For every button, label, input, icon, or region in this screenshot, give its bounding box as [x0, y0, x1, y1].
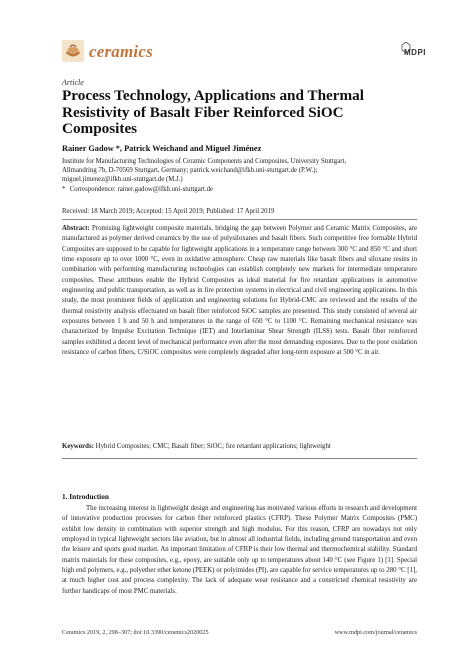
affiliation-line: Allmandring 7b, D-70569 Stuttgart, Germany; patrick.weichand@ifkb.uni-stuttgart.de (P.W.); — [62, 167, 318, 175]
abstract-text: Promising lightweight composite materials, bridging the gap between Polymer and Ceramic Matrix Composites, are manufactured as polymer derived ceramics by the use of polysiloxanes and basalt fibers. Such competitive free formable Hybrid Composites are supposed to be capable for lightweight applications in a temperature range between 300 °C and 850 °C and short time exposure up to over 1000 °C, even in oxidative atmosphere. Cheap raw materials like basalt fibers and siloxane resins in combination with performing manufacturing technologies can establish completely new markets for intermediate temperature composites. These attributes enable the Hybrid Composites as ideal material for fire retardant applications in automotive engineering and public transportation, as well as in fire protection systems in electrical and civil engineering applications. In this study, the most prominent fields of application and engineering solutions for Hybrid-CMC are reviewed and the results of the thermal resistivity analysis effectuated on basalt fiber reinforced SiOC samples are presented. This study consisted of several air exposures between 1 h and 50 h and temperatures in the range of 650 °C to 1100 °C. Remaining mechanical resistance was characterized by Impulse Excitation Technique (IET) and Interlaminar Shear Strength (ILSS) tests. Basalt fiber reinforced samples exhibited a decent level of mechanical performance even after the most demanding exposures. Due to the poor oxidation resistance of carbon fibers, C/SiOC composites were completely degraded after long-term exposure at 500 °C in air. — [62, 225, 417, 357]
abstract — [62, 224, 417, 358]
keywords — [62, 443, 417, 450]
journal-name: ceramics — [89, 42, 153, 61]
keywords-text: Hybrid Composites; CMC; Basalt fiber; SiOC; fire retardant applications; lightweight — [95, 443, 331, 450]
affiliation-block — [62, 157, 417, 194]
publisher-name: MDPI — [404, 48, 426, 57]
correspondence-email[interactable]: Correspondence: rainer.gadow@ifkb.uni-stuttgart.de — [69, 185, 213, 193]
divider — [62, 219, 417, 220]
affiliation-line: miguel.jimenez@ifkb.uni-stuttgart.de (M.J.) — [62, 176, 183, 184]
article-type: Article — [62, 78, 84, 87]
correspondence-marker: * — [62, 185, 66, 193]
publication-dates: Received: 18 March 2019; Accepted: 15 April 2019; Published: 17 April 2019 — [62, 208, 275, 215]
divider — [62, 458, 417, 459]
paper-title: Process Technology, Applications and Thermal Resistivity of Basalt Fiber Reinforced SiOC Composites — [62, 87, 364, 137]
journal-logo-icon — [62, 40, 84, 62]
abstract-label: Abstract: — [62, 225, 90, 232]
journal-header — [62, 36, 426, 66]
affiliation-line: Institute for Manufacturing Technologies of Ceramic Components and Composites, University Stuttgart, — [62, 158, 347, 165]
journal-url[interactable]: www.mdpi.com/journal/ceramics — [334, 629, 417, 636]
citation: Ceramics 2019, 2, 298–307; doi:10.3390/ceramics2020025 — [62, 629, 209, 636]
introduction-text: The increasing interest in lightweight design and engineering has motivated various efforts in research and development of innovative production processes for carbon fiber reinforced plastics (CFRP). These Polymer Matrix Composites (PMC) exhibit low density in combination with superior strength and high modulus. For this reason, CFRP are nowadays not only employed in typical lightweight sectors like aviation, but in almost all industrial fields, including ground transportation and even the leisure and sports good market. An important limitation of CFRP is their low thermal and thermochemical stability. Standard matrix materials for these composites, e.g., epoxy, are suitable only up to temperatures about 140 °C (see Figure 1) [1]. Special high end polymers, e.g., polyether ether ketone (PEEK) or polyimides (PI), are capable for service temperatures up to 280 °C [1], at much higher cost and process complexity. The lack of adequate wear resistance and a constricted chemical resistivity are further handicaps of most PMC materials. — [62, 505, 417, 595]
keywords-label: Keywords: — [62, 443, 94, 450]
author-list: Rainer Gadow *, Patrick Weichand and Miguel Jiménez — [62, 144, 262, 153]
section-heading: 1. Introduction — [62, 492, 109, 501]
correspondence-line — [62, 185, 417, 194]
